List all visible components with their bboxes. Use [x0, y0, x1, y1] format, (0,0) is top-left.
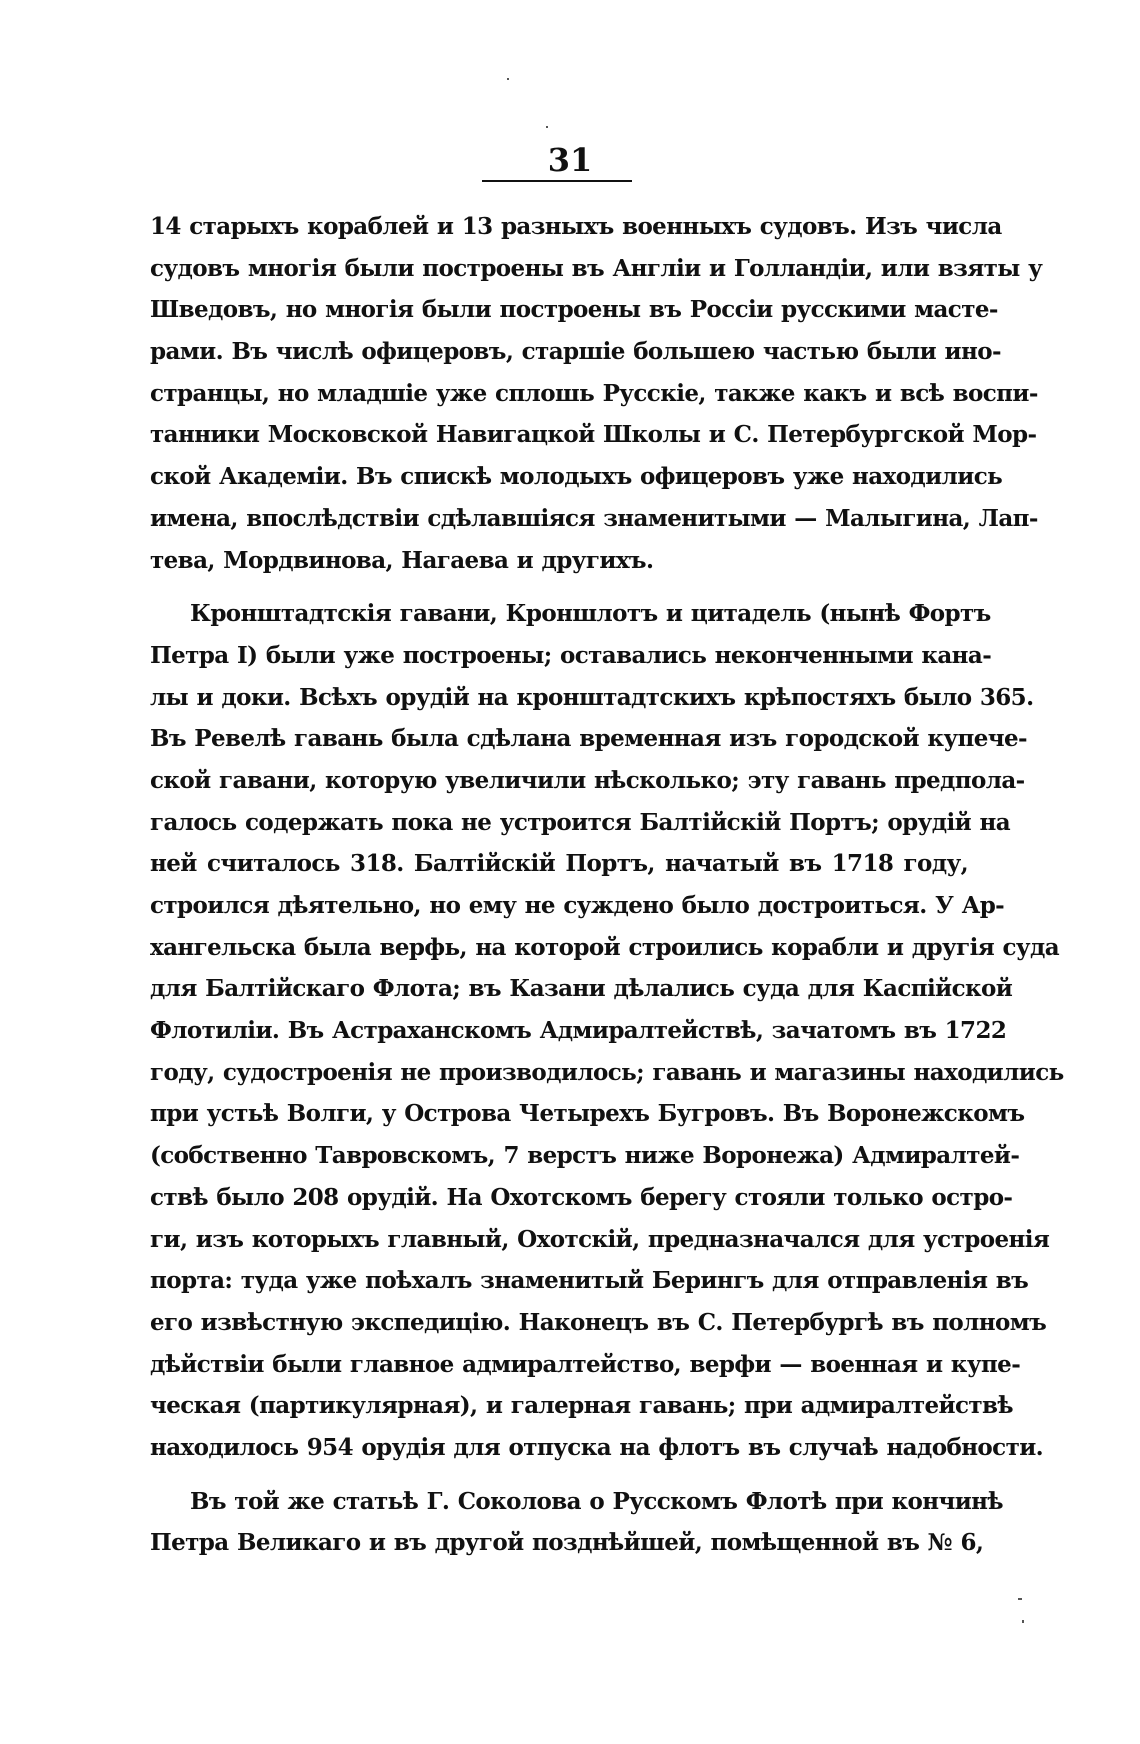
text-line: ней считалось 318. Балтійскій Портъ, начатый въ 1718 году,: [150, 850, 968, 878]
text-line: галось содержать пока не устроится Балтійскій Портъ; орудій на: [150, 808, 1011, 836]
text-line: тева, Мордвинова, Нагаева и другихъ.: [150, 546, 654, 574]
text-line: находилось 954 орудія для отпуска на флотъ въ случаѣ надобности.: [150, 1433, 1044, 1461]
text-line: дѣйствіи были главное адмиралтейство, верфи — военная и купе-: [150, 1350, 1021, 1378]
text-line: рами. Въ числѣ офицеровъ, старшіе большею частью были ино-: [150, 338, 1001, 366]
text-line: странцы, но младшіе уже сплошь Русскіе, также какъ и всѣ воспи-: [150, 379, 1038, 407]
text-line: Шведовъ, но многія были построены въ Россіи русскими масте-: [150, 296, 998, 324]
text-line: Флотиліи. Въ Астраханскомъ Адмиралтействѣ, зачатомъ въ 1722: [150, 1017, 1007, 1045]
paragraph: [150, 1481, 1003, 1564]
paragraph-gap: [150, 581, 968, 593]
text-line: при устьѣ Волги, у Острова Четырехъ Бугровъ. Въ Воронежскомъ: [150, 1100, 1025, 1128]
text-line: имена, впослѣдствіи сдѣлавшіяся знаменитыми — Малыгина, Лап-: [150, 504, 1038, 532]
text-line: Петра I) были уже построены; оставались неконченными кана-: [150, 641, 992, 669]
scan-speck: [546, 126, 548, 128]
text-line: Петра Великаго и въ другой позднѣйшей, помѣщенной въ № 6,: [150, 1529, 984, 1557]
text-line: ги, изъ которыхъ главный, Охотскій, предназначался для устроенія: [150, 1225, 1050, 1253]
text-line: танники Московской Навигацкой Школы и С. Петербургской Мор-: [150, 421, 1037, 449]
text-line: для Балтійскаго Флота; въ Казани дѣлались суда для Каспійской: [150, 975, 1013, 1003]
paragraph-gap: [150, 1469, 968, 1481]
text-line: его извѣстную экспедицію. Наконецъ въ С. Петербургѣ въ полномъ: [150, 1308, 1047, 1336]
text-line: (собственно Тавровскомъ, 7 верстъ ниже Воронежа) Адмиралтей-: [150, 1142, 1020, 1170]
page-number: 31: [547, 141, 593, 179]
text-line: ской гавани, которую увеличили нѣсколько; эту гавань предпола-: [150, 766, 1025, 794]
text-line: порта: туда уже поѣхалъ знаменитый Берингъ для отправленія въ: [150, 1267, 1029, 1295]
text-line: Въ Ревелѣ гавань была сдѣлана временная изъ городской купече-: [150, 725, 1027, 753]
text-line: году, судостроенія не производилось; гавань и магазины находились: [150, 1058, 1064, 1086]
text-line: ской Академіи. Въ спискѣ молодыхъ офицеровъ уже находились: [150, 463, 1003, 491]
text-line: ствѣ было 208 орудій. На Охотскомъ берегу стояли только остро-: [150, 1183, 1013, 1211]
paragraph: [150, 593, 1064, 1468]
text-line: Въ той же статьѣ Г. Соколова о Русскомъ Флотѣ при кончинѣ: [190, 1487, 1003, 1515]
body-text: [150, 206, 1064, 1564]
text-line: ческая (партикулярная), и галерная гавань; при адмиралтействѣ: [150, 1392, 1014, 1420]
header-rule: [482, 180, 632, 182]
scan-speck: [1022, 1620, 1024, 1623]
scan-speck: [507, 78, 509, 80]
scan-speck: [1018, 1598, 1022, 1600]
text-line: хангельска была верфь, на которой строились корабли и другія суда: [150, 933, 1060, 961]
text-line: судовъ многія были построены въ Англіи и Голландіи, или взяты у: [150, 254, 1043, 282]
text-line: лы и доки. Всѣхъ орудій на кронштадтскихъ крѣпостяхъ было 365.: [150, 683, 1034, 711]
text-line: Кронштадтскія гавани, Кроншлотъ и цитадель (нынѣ Фортъ: [190, 600, 991, 628]
text-line: строился дѣятельно, но ему не суждено было достроиться. У Ар-: [150, 892, 1005, 919]
text-line: 14 старыхъ кораблей и 13 разныхъ военныхъ судовъ. Изъ числа: [150, 213, 1002, 240]
paragraph: [150, 206, 1043, 581]
